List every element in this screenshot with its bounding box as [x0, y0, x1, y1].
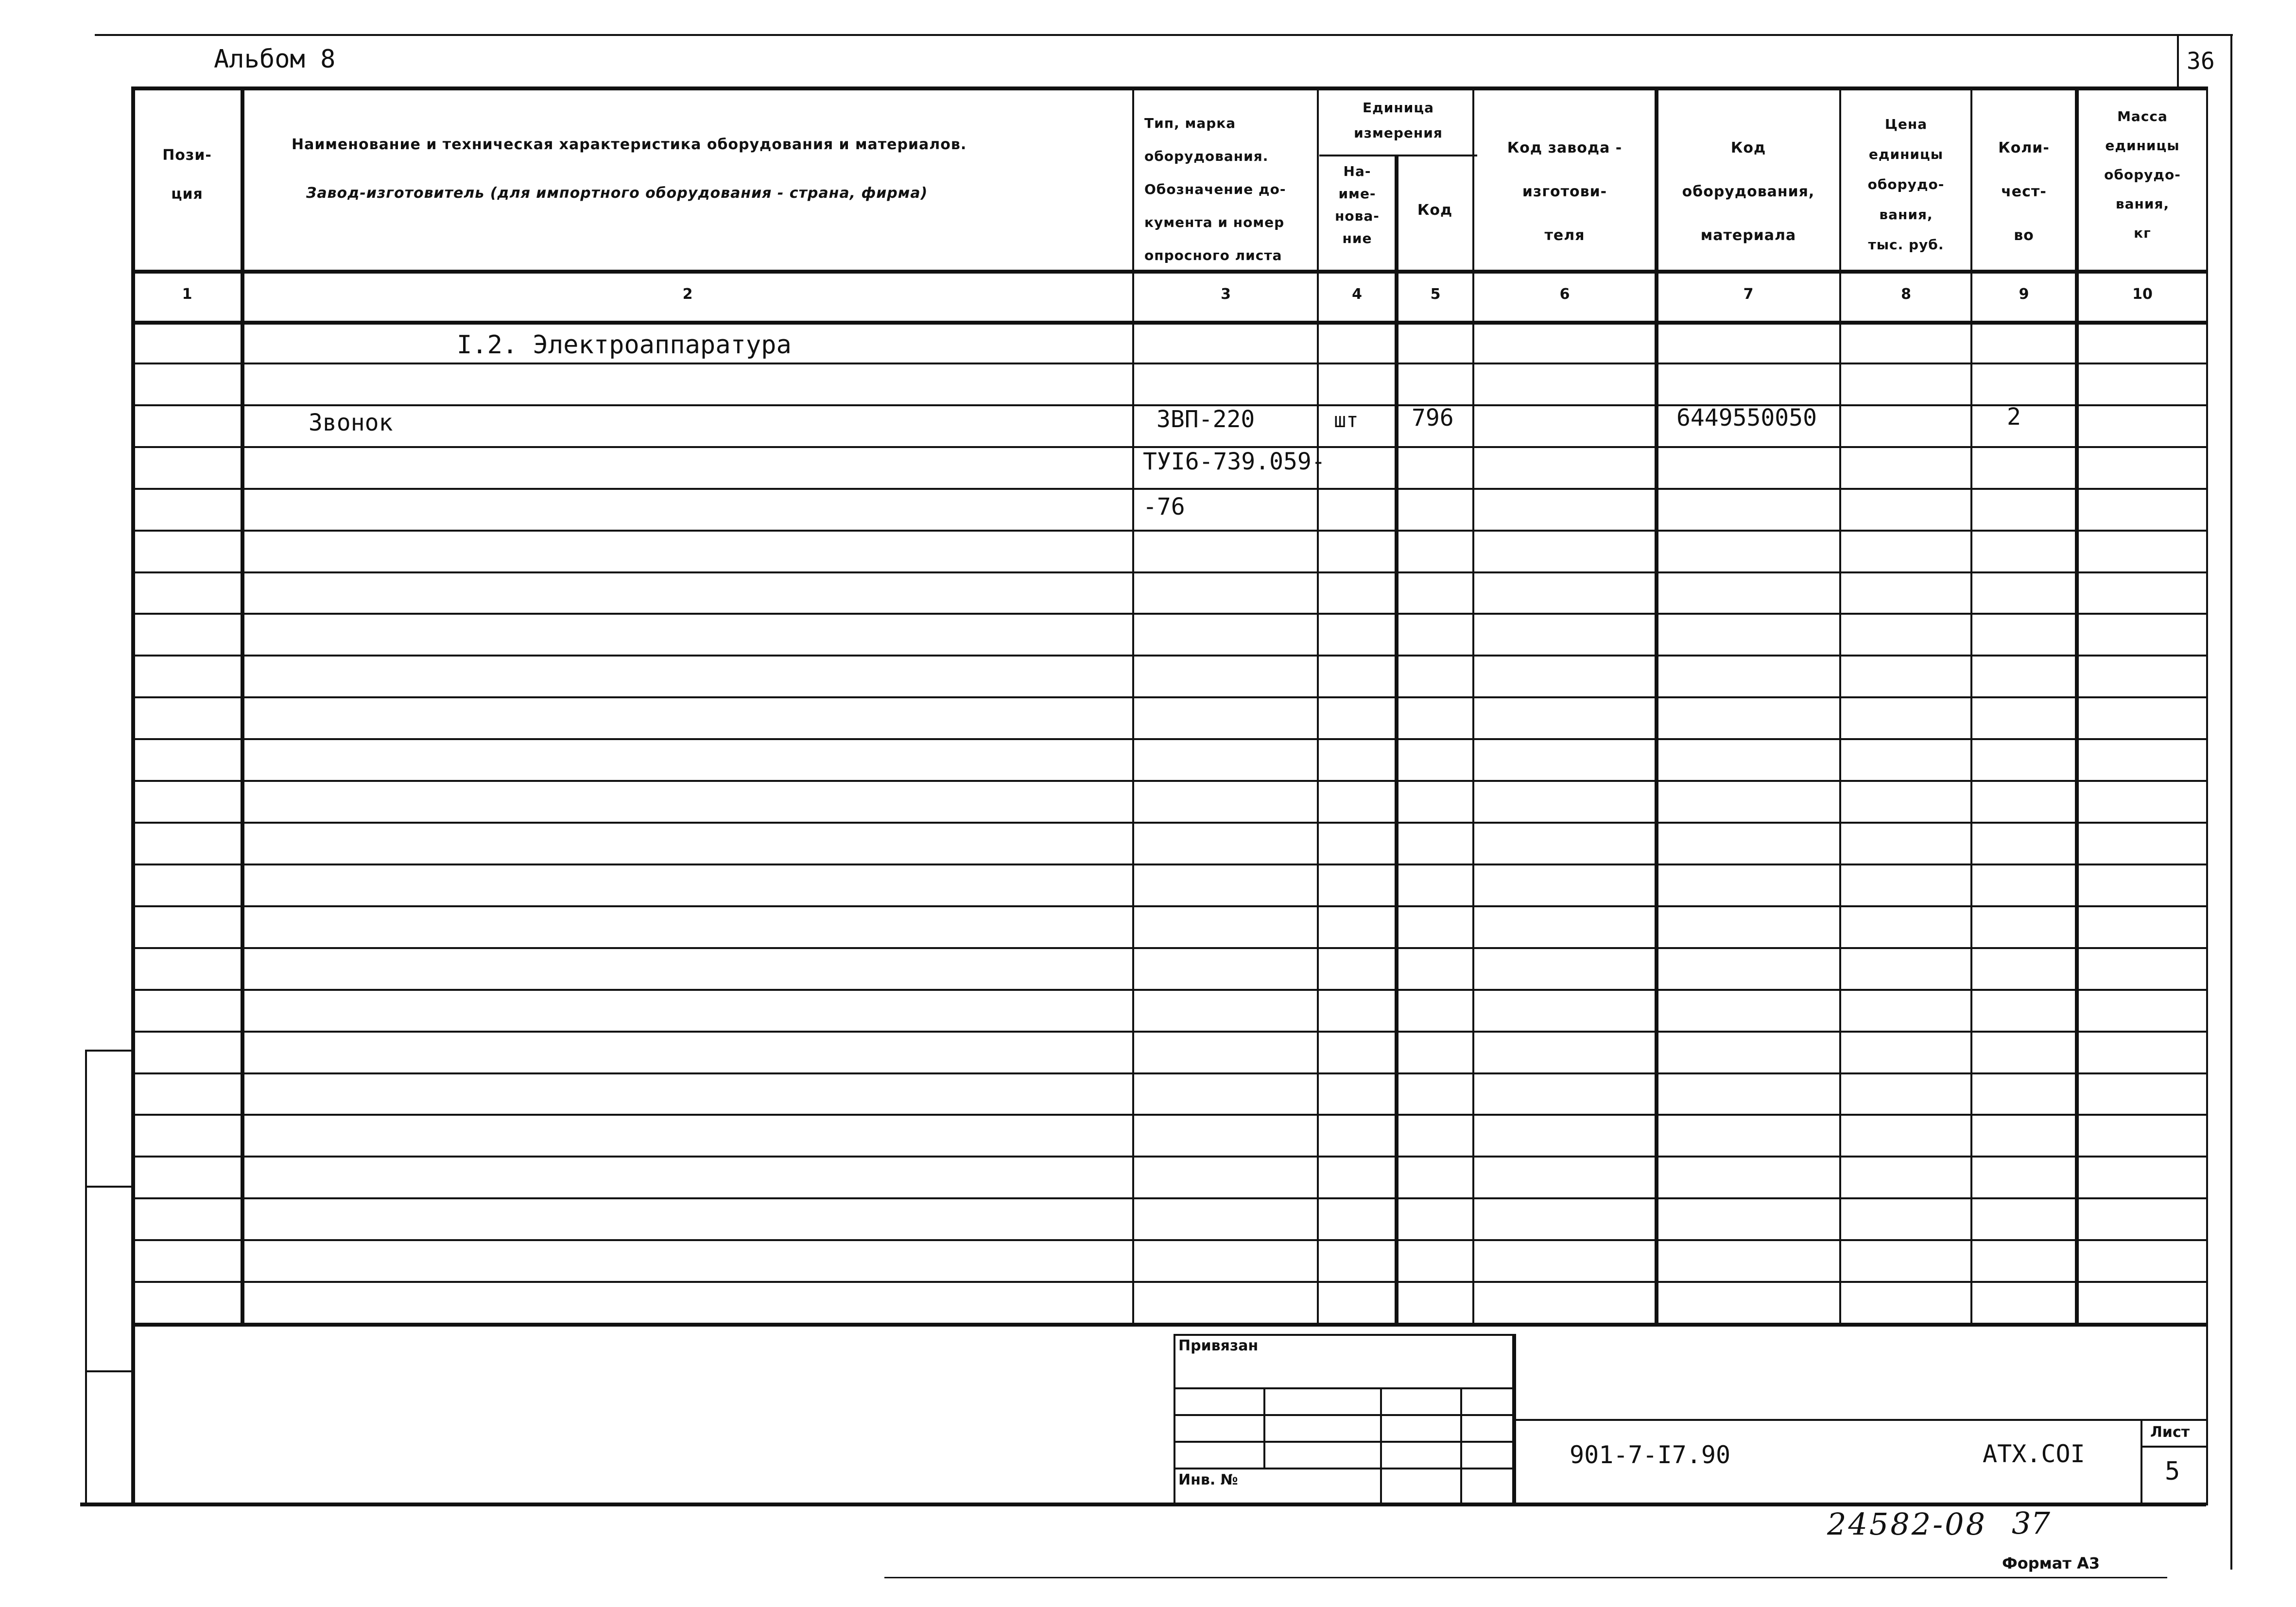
table-row-line	[131, 1114, 2206, 1116]
page-number-top: 36	[2187, 48, 2215, 75]
table-row-line	[131, 1281, 2206, 1283]
format-label: Формат А3	[2002, 1554, 2100, 1572]
header-unit-group: Единица измерения	[1354, 100, 1443, 141]
sheet-box-divider	[2141, 1446, 2206, 1448]
column-number-10: 10	[2132, 286, 2153, 303]
col-divider-1	[241, 86, 244, 1323]
table-row-line	[131, 363, 2206, 364]
stamp-inv-label: Инв. №	[1178, 1471, 1238, 1488]
col-divider-3	[1317, 86, 1319, 1323]
table-row-line	[131, 1072, 2206, 1074]
table-row-line	[131, 780, 2206, 782]
table-row-line	[131, 530, 2206, 532]
item-doc-line2: -76	[1143, 493, 1185, 520]
stamp-linked-label: Привязан	[1178, 1337, 1259, 1354]
column-number-8: 8	[1901, 286, 1911, 303]
header-unit-mass: Масса единицы оборудо- вания, кг	[2104, 108, 2181, 241]
table-row-line	[131, 1156, 2206, 1158]
table-row-line	[131, 738, 2206, 740]
table-row-line	[131, 1239, 2206, 1241]
stamp-col-line-1	[1263, 1387, 1265, 1468]
stamp-row-line-1	[1174, 1414, 1514, 1416]
sheet-number: 5	[2165, 1457, 2180, 1486]
side-stamp-divider-2	[85, 1186, 131, 1188]
table-row-line	[131, 947, 2206, 949]
side-stamp-divider-3	[85, 1370, 131, 1372]
header-equipment-code: Код оборудования, материала	[1682, 139, 1815, 244]
col-divider-8	[1970, 86, 1972, 1323]
table-row-line	[131, 613, 2206, 615]
column-number-6: 6	[1559, 286, 1570, 303]
col-divider-7	[1839, 86, 1841, 1323]
stamp-row-line-3	[1174, 1468, 1514, 1469]
item-unit-code: 796	[1412, 404, 1454, 432]
column-number-4: 4	[1352, 286, 1362, 303]
frame-right-line	[2206, 86, 2208, 1505]
table-row-line	[131, 571, 2206, 573]
frame-top-line	[131, 86, 2206, 90]
table-row-line	[131, 905, 2206, 907]
sheet-label: Лист	[2150, 1424, 2190, 1441]
sheet-box-left	[2141, 1419, 2142, 1504]
table-row-line	[131, 822, 2206, 824]
table-row-line	[131, 1197, 2206, 1199]
col-divider-5	[1472, 86, 1474, 1323]
header-unit-price: Цена единицы оборудо- вания, тыс. руб.	[1867, 116, 1945, 253]
item-doc-line1: ТУI6-739.059-	[1143, 448, 1326, 475]
frame-left-line	[131, 86, 135, 1505]
header-name-line2: Завод-изготовитель (для импортного оборудования - страна, фирма)	[306, 185, 928, 202]
column-number-3: 3	[1221, 286, 1231, 303]
header-unit-name: На- име- нова- ние	[1335, 163, 1380, 246]
stamp-doc-mark: АТХ.COI	[1983, 1440, 2085, 1468]
column-number-1: 1	[182, 286, 192, 303]
stamp-linked-line	[1174, 1387, 1514, 1389]
col-divider-2	[1132, 86, 1134, 1323]
column-number-9: 9	[2019, 286, 2029, 303]
right-border-line	[2230, 34, 2232, 1570]
item-unit: шт	[1334, 408, 1359, 432]
header-name-line1: Наименование и техническая характеристика оборудования и материалов.	[292, 136, 967, 153]
item-type: ЗВП-220	[1157, 406, 1255, 433]
col-divider-9	[2075, 86, 2079, 1323]
handwritten-page: 37	[2012, 1505, 2050, 1541]
col-divider-6	[1655, 86, 1658, 1323]
stamp-left-line	[1174, 1334, 1175, 1504]
side-stamp-outer-line	[85, 1050, 87, 1506]
album-label: Альбом 8	[214, 45, 336, 74]
stamp-top-line	[1174, 1334, 1514, 1336]
column-number-5: 5	[1430, 286, 1441, 303]
item-name: Звонок	[309, 409, 393, 436]
frame-bottom-line	[80, 1503, 2206, 1506]
stamp-col-line-3	[1460, 1387, 1462, 1504]
item-material-code: 6449550050	[1676, 404, 1817, 432]
section-title: I.2. Электроаппаратура	[457, 330, 792, 360]
header-factory-code: Код завода - изготови- теля	[1507, 139, 1623, 244]
table-row-line	[131, 655, 2206, 657]
table-row-line	[131, 488, 2206, 490]
top-border-line	[95, 34, 2233, 36]
header-unit-code: Код	[1417, 202, 1453, 219]
colnum-bottom-line	[131, 321, 2206, 325]
table-row-line	[131, 989, 2206, 991]
header-type: Тип, марка оборудования. Обозначение до- кумента и номер опросного листа	[1144, 115, 1286, 263]
side-stamp-divider-1	[85, 1050, 131, 1052]
item-quantity: 2	[2007, 403, 2021, 431]
table-row-line	[131, 1323, 2206, 1327]
header-position: Пози- ция	[162, 147, 212, 203]
stamp-title-top-line	[1512, 1419, 2206, 1421]
column-number-7: 7	[1743, 286, 1754, 303]
handwritten-number: 24582-08	[1827, 1506, 1987, 1542]
column-number-2: 2	[682, 286, 693, 303]
stamp-row-line-2	[1174, 1441, 1514, 1443]
page-number-box-left	[2177, 34, 2179, 87]
footer-line	[884, 1577, 2167, 1578]
stamp-doc-code: 901-7-I7.90	[1570, 1441, 1731, 1469]
table-row-line	[131, 1031, 2206, 1033]
header-quantity: Коли- чест- во	[1998, 139, 2050, 244]
table-row-line	[131, 864, 2206, 865]
stamp-col-line-2	[1380, 1387, 1382, 1504]
table-row-line	[131, 696, 2206, 698]
